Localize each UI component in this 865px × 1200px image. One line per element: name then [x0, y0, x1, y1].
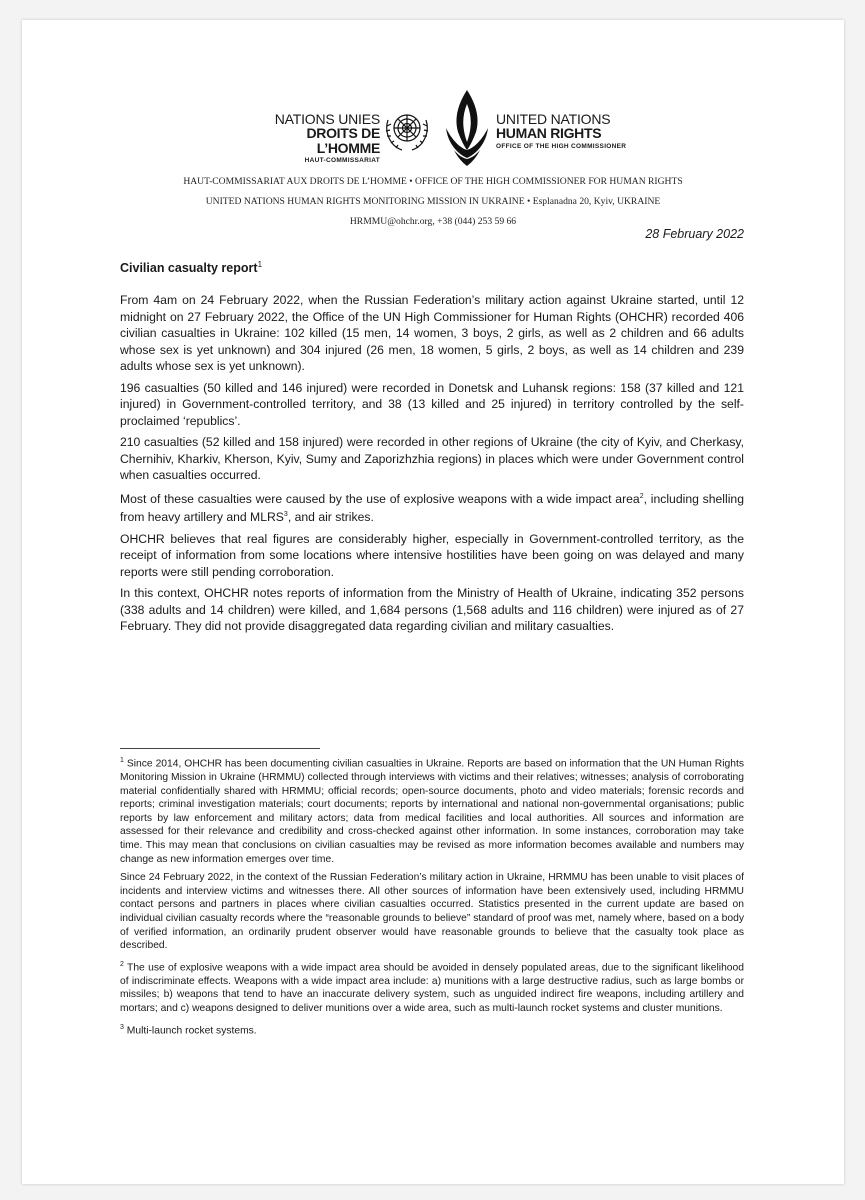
paragraph-real-figures: OHCHR believes that real figures are considerably higher, especially in Government-controlled territory, as the receipt of information from some locations where intensive hostilities have been going on was delayed and many reports were still pending corroboration. — [120, 531, 744, 579]
logo-en-line3: OFFICE OF THE HIGH COMMISSIONER — [496, 142, 627, 150]
footnote-2 — [120, 958, 744, 1016]
un-emblem-icon — [382, 108, 432, 154]
logo-en-line1: UNITED NATIONS — [496, 111, 611, 127]
weapons-text-b: , including shelling from heavy artillery and MLRS — [120, 491, 744, 525]
footnote-marker-3[interactable]: 3 — [283, 511, 288, 519]
footnote-1 — [120, 754, 744, 866]
weapons-text-c: , and air strikes. — [287, 510, 374, 525]
footnote-3 — [120, 1021, 744, 1038]
logo-text-english — [496, 112, 646, 150]
footnote-separator — [120, 748, 320, 749]
footnote-1-text: Since 2014, OHCHR has been documenting civilian casualties in Ukraine. Reports are based on information that the UN Human Rights Monitoring Mission in Ukraine (HRMMU) collected through interviews with victims and their relatives; witnesses; analysis of corroborating material confidentially shared with HRMMU; official records; open-source documents, photo and video materials; forensic records and reports; criminal investigation materials; court documents; reports by international and national non-governmental organisations; public reports by law enforcement and military actors; data from medical facilities and local authorities. All sources and information are assessed for their relevance and credibility and cross-checked against other information. In some instances, corroboration may take time. This may mean that conclusions on civilian casualties may be revised as more information becomes available and numbers may change as new information emerges over time. — [120, 758, 744, 865]
title-footnote-marker[interactable]: 1 — [257, 260, 263, 269]
document-title — [120, 260, 262, 275]
footnote-marker-2[interactable]: 2 — [639, 492, 644, 500]
logo-fr-line3: HAUT-COMMISSARIAT — [304, 156, 380, 164]
header-line-mission: UNITED NATIONS HUMAN RIGHTS MONITORING MISSION IN UKRAINE • Esplanadna 20, Kyiv, UKRAINE — [205, 196, 661, 207]
weapons-text-a: Most of these casualties were caused by the use of explosive weapons with a wide impact area — [120, 491, 640, 506]
footnote-1-continued: Since 24 February 2022, in the context of the Russian Federation’s military action in Ukraine, HRMMU has been unable to visit places of incidents and interview victims and witnesses there. All other sources of information have been extensively used, including HRMMU contact persons and partners in places where civilian casualties occurred. Statistics presented in the current update are based on individual civilian casualty records where the “reasonable grounds to believe” standard of proof was met, namely where, based on a body of verified information, an ordinarily prudent observer would have reasonable grounds to believe that the casualty took place as described. — [120, 872, 744, 952]
office-header — [22, 172, 844, 232]
logo-en-line2: HUMAN RIGHTS — [496, 125, 602, 142]
header-line-office: HAUT-COMMISSARIAT AUX DROITS DE L’HOMME • OFFICE OF THE HIGH COMMISSIONER FOR HUMAN RIGHTS — [183, 176, 683, 187]
logo-fr-line1: NATIONS UNIES — [274, 111, 380, 127]
paragraph-donetsk-luhansk: 196 casualties (50 killed and 146 injured) were recorded in Donetsk and Luhansk regions: 158 (37 killed and 121 injured) in Government-controlled territory, and 38 (13 killed and 25 injured) in territory controlled by the self-proclaimed ‘republics’. — [120, 380, 744, 428]
footnote-3-mark: 3 — [120, 1023, 124, 1031]
logo-fr-line2: DROITS DE L’HOMME — [306, 125, 380, 156]
paragraph-ministry-health: In this context, OHCHR notes reports of information from the Ministry of Health of Ukraine, indicating 352 persons (338 adults and 14 children) were killed, and 1,684 persons (1,568 adults and 116 children) were injured as of 27 February. They did not provide disaggregated data regarding civilian and military casualties. — [120, 586, 744, 634]
document-page — [22, 20, 844, 1184]
title-text: Civilian casualty report — [120, 261, 258, 276]
footnote-2-mark: 2 — [120, 960, 124, 968]
footnote-1-mark: 1 — [120, 757, 124, 764]
report-body — [120, 292, 744, 640]
footnote-2-text: The use of explosive weapons with a wide impact area should be avoided in densely populated areas, due to the significant likelihood of indiscriminate effects. Weapons with a wide impact area include: a) munitions with a large destructive radius, such as large bombs or missiles; b) weapons that tend to have an inaccurate delivery system, such as unguided indirect fire weapons, including artillery and mortars; and c) weapons designed to deliver munitions over a wide area, such as multi-launch rocket systems and cluster munitions. — [120, 962, 744, 1014]
document-date: 28 February 2022 — [645, 227, 744, 241]
paragraph-summary: From 4am on 24 February 2022, when the Russian Federation’s military action against Ukraine started, until 12 midnight on 27 February 2022, the Office of the UN High Commissioner for Human Rights (OHCHR) recorded 406 civilian casualties in Ukraine: 102 killed (15 men, 14 women, 3 boys, 2 girls, as well as 2 children and 66 adults whose sex is yet unknown) and 304 injured (26 men, 18 women, 5 girls, 2 boys, as well as 14 children and 239 adults whose sex is yet unknown). — [120, 293, 744, 373]
paragraph-other-regions: 210 casualties (52 killed and 158 injured) were recorded in other regions of Ukraine (the city of Kyiv, and Cherkasy, Chernihiv, Kharkiv, Kherson, Kyiv, Sumy and Zaporizhzhia regions) in places which were under Government control when casualties occurred. — [120, 435, 744, 482]
human-rights-flame-icon — [440, 88, 494, 170]
header-line-contact: HRMMU@ohchr.org, +38 (044) 253 59 66 — [349, 216, 517, 227]
letterhead-logo — [22, 92, 844, 172]
footnotes — [120, 754, 744, 1043]
logo-text-french — [252, 112, 380, 164]
footnote-3-text: Multi-launch rocket systems. — [123, 1024, 257, 1036]
paragraph-weapons — [120, 489, 744, 526]
